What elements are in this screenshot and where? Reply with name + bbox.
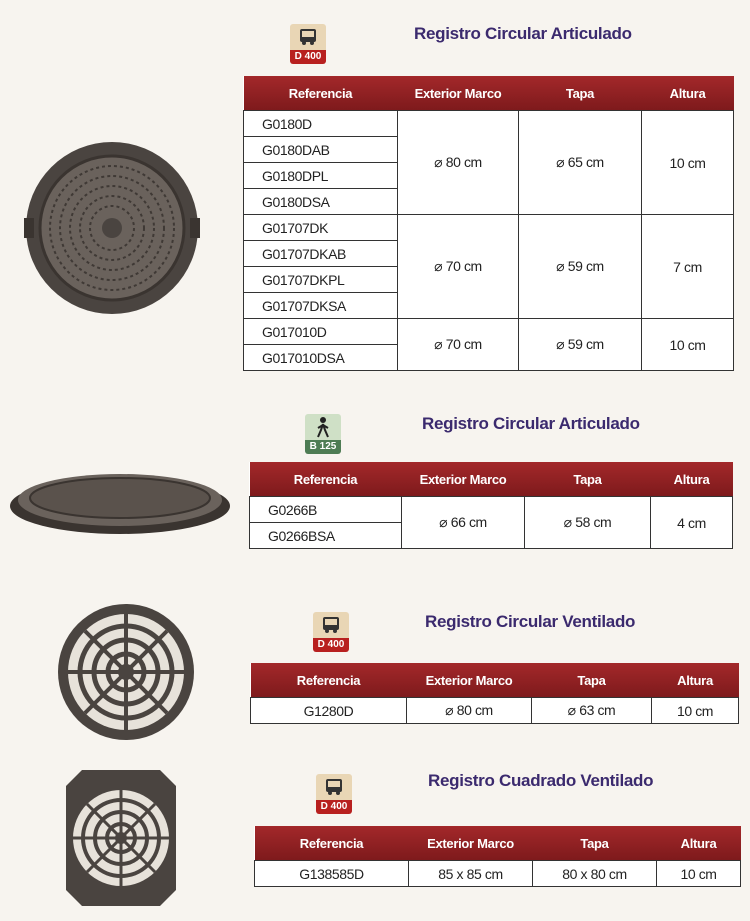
- tapa-cell: ⌀ 63 cm: [532, 698, 652, 724]
- ref-cell: G0180D: [244, 111, 398, 137]
- spec-table: [254, 826, 741, 887]
- ref-cell: G0180DPL: [244, 163, 398, 189]
- traffic-class-badge: [290, 24, 326, 64]
- header-ext: Exterior Marco: [402, 462, 525, 497]
- table-row: [255, 861, 741, 887]
- ext-cell: ⌀ 70 cm: [398, 215, 519, 319]
- spec-table: [249, 462, 733, 549]
- badge-code: D 400: [316, 800, 352, 814]
- header-row: [251, 663, 739, 698]
- table-row: [251, 698, 739, 724]
- ref-cell: G01707DKAB: [244, 241, 398, 267]
- alt-cell: 10 cm: [652, 698, 739, 724]
- tapa-cell: ⌀ 58 cm: [525, 497, 651, 549]
- truck-icon: [313, 612, 349, 638]
- spec-table: [243, 76, 734, 371]
- table-row: [244, 319, 734, 345]
- ext-cell: ⌀ 66 cm: [402, 497, 525, 549]
- ref-cell: G0180DSA: [244, 189, 398, 215]
- traffic-class-badge: [305, 414, 341, 454]
- table-row: [244, 111, 734, 137]
- traffic-class-badge: [316, 774, 352, 814]
- ventilated-square-cover-image: [64, 768, 178, 908]
- tapa-cell: 80 x 80 cm: [533, 861, 657, 887]
- ref-cell: G01707DK: [244, 215, 398, 241]
- alt-cell: 7 cm: [642, 215, 734, 319]
- alt-cell: 10 cm: [642, 319, 734, 371]
- badge-code: B 125: [305, 440, 341, 454]
- header-row: [250, 462, 733, 497]
- header-ext: Exterior Marco: [398, 76, 519, 111]
- header-row: [255, 826, 741, 861]
- header-ext: Exterior Marco: [409, 826, 533, 861]
- truck-icon: [290, 24, 326, 50]
- ext-cell: 85 x 85 cm: [409, 861, 533, 887]
- ref-cell: G017010DSA: [244, 345, 398, 371]
- tapa-cell: ⌀ 59 cm: [519, 215, 642, 319]
- ref-cell: G0266B: [250, 497, 402, 523]
- ref-cell: G01707DKPL: [244, 267, 398, 293]
- ref-cell: G017010D: [244, 319, 398, 345]
- alt-cell: 10 cm: [657, 861, 741, 887]
- header-ref: Referencia: [251, 663, 407, 698]
- ref-cell: G01707DKSA: [244, 293, 398, 319]
- header-ref: Referencia: [250, 462, 402, 497]
- ref-cell: G1280D: [251, 698, 407, 724]
- traffic-class-badge: [313, 612, 349, 652]
- section-title: Registro Circular Ventilado: [425, 612, 636, 631]
- ext-cell: ⌀ 70 cm: [398, 319, 519, 371]
- alt-cell: 4 cm: [651, 497, 733, 549]
- ventilated-round-cover-image: [46, 602, 206, 742]
- header-alt: Altura: [642, 76, 734, 111]
- truck-icon: [316, 774, 352, 800]
- header-ext: Exterior Marco: [407, 663, 532, 698]
- header-row: [244, 76, 734, 111]
- header-ref: Referencia: [244, 76, 398, 111]
- circular-cover-image: [22, 138, 202, 318]
- header-tapa: Tapa: [533, 826, 657, 861]
- flat-round-cover-image: [8, 466, 232, 536]
- section-title: Registro Circular Articulado: [414, 24, 632, 43]
- header-tapa: Tapa: [525, 462, 651, 497]
- header-alt: Altura: [651, 462, 733, 497]
- pedestrian-icon: [305, 414, 341, 440]
- spec-table: [250, 663, 739, 724]
- badge-code: D 400: [290, 50, 326, 64]
- section-title: Registro Circular Articulado: [422, 414, 640, 433]
- ref-cell: G0180DAB: [244, 137, 398, 163]
- badge-code: D 400: [313, 638, 349, 652]
- table-row: [244, 215, 734, 241]
- ext-cell: ⌀ 80 cm: [407, 698, 532, 724]
- table-row: [250, 497, 733, 523]
- tapa-cell: ⌀ 59 cm: [519, 319, 642, 371]
- header-alt: Altura: [657, 826, 741, 861]
- header-alt: Altura: [652, 663, 739, 698]
- ref-cell: G138585D: [255, 861, 409, 887]
- ref-cell: G0266BSA: [250, 523, 402, 549]
- header-tapa: Tapa: [532, 663, 652, 698]
- section-title: Registro Cuadrado Ventilado: [428, 771, 654, 790]
- ext-cell: ⌀ 80 cm: [398, 111, 519, 215]
- tapa-cell: ⌀ 65 cm: [519, 111, 642, 215]
- alt-cell: 10 cm: [642, 111, 734, 215]
- header-ref: Referencia: [255, 826, 409, 861]
- header-tapa: Tapa: [519, 76, 642, 111]
